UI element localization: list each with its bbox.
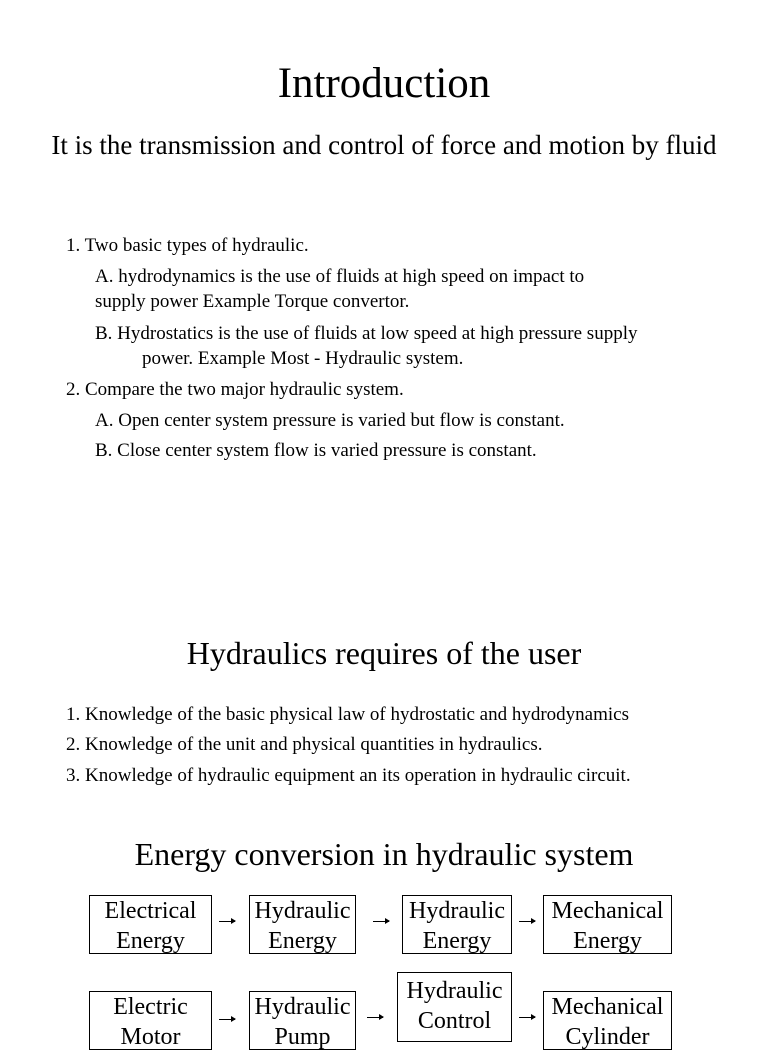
- energy-box-hydraulic-1: [249, 895, 356, 954]
- energy-box-label: Energy: [116, 928, 185, 954]
- intro-item-1b-line2: power. Example Most - Hydraulic system.: [142, 348, 464, 369]
- requirement-item-1: 1. Knowledge of the basic physical law of hydrostatic and hydrodynamics: [66, 704, 629, 725]
- energy-box-label: Mechanical: [551, 898, 664, 924]
- requirement-item-2: 2. Knowledge of the unit and physical quantities in hydraulics.: [66, 734, 543, 755]
- intro-item-2b: B. Close center system flow is varied pressure is constant.: [95, 440, 537, 461]
- energy-box-label: Energy: [422, 928, 492, 954]
- energy-box-mechanical: [543, 895, 672, 954]
- requirements-title: Hydraulics requires of the user: [186, 635, 582, 671]
- definition-text: It is the transmission and control of force and motion by fluid: [51, 130, 717, 160]
- arrow-right-icon: [367, 1017, 383, 1018]
- component-box-label: Hydraulic: [254, 994, 351, 1020]
- arrow-right-icon: [519, 921, 535, 922]
- component-box-electric-motor: [89, 991, 212, 1050]
- component-box-label: Cylinder: [565, 1024, 650, 1050]
- intro-item-1b-line1: B. Hydrostatics is the use of fluids at low speed at high pressure supply: [95, 323, 638, 344]
- component-box-label: Mechanical: [551, 994, 664, 1020]
- energy-box-label: Energy: [268, 928, 337, 954]
- intro-item-2: 2. Compare the two major hydraulic system.: [66, 379, 404, 400]
- page-title: Introduction: [277, 60, 491, 107]
- requirement-item-3: 3. Knowledge of hydraulic equipment an its operation in hydraulic circuit.: [66, 765, 631, 786]
- component-box-label: Pump: [274, 1024, 331, 1050]
- intro-item-1: 1. Two basic types of hydraulic.: [66, 235, 309, 256]
- energy-title: Energy conversion in hydraulic system: [134, 836, 634, 872]
- energy-box-hydraulic-2: [402, 895, 512, 954]
- energy-box-label: Hydraulic: [254, 898, 351, 924]
- component-box-label: Hydraulic: [406, 978, 503, 1004]
- energy-box-label: Hydraulic: [409, 898, 505, 924]
- arrow-right-icon: [373, 921, 389, 922]
- energy-box-label: Energy: [573, 928, 642, 954]
- arrow-right-icon: [219, 1019, 235, 1020]
- intro-item-1a-line1: A. hydrodynamics is the use of fluids at high speed on impact to: [95, 266, 585, 287]
- component-box-mechanical-cylinder: [543, 991, 672, 1050]
- arrow-right-icon: [519, 1017, 535, 1018]
- arrow-right-icon: [219, 921, 235, 922]
- energy-box-electrical: [89, 895, 212, 954]
- intro-item-2a: A. Open center system pressure is varied but flow is constant.: [95, 410, 565, 431]
- energy-box-label: Electrical: [104, 898, 197, 924]
- component-box-label: Motor: [120, 1024, 181, 1050]
- component-box-hydraulic-control: [397, 972, 512, 1042]
- component-box-hydraulic-pump: [249, 991, 356, 1050]
- intro-item-1a-line2: supply power Example Torque convertor.: [95, 291, 410, 312]
- component-box-label: Control: [417, 1008, 492, 1034]
- component-box-label: Electric: [113, 994, 188, 1020]
